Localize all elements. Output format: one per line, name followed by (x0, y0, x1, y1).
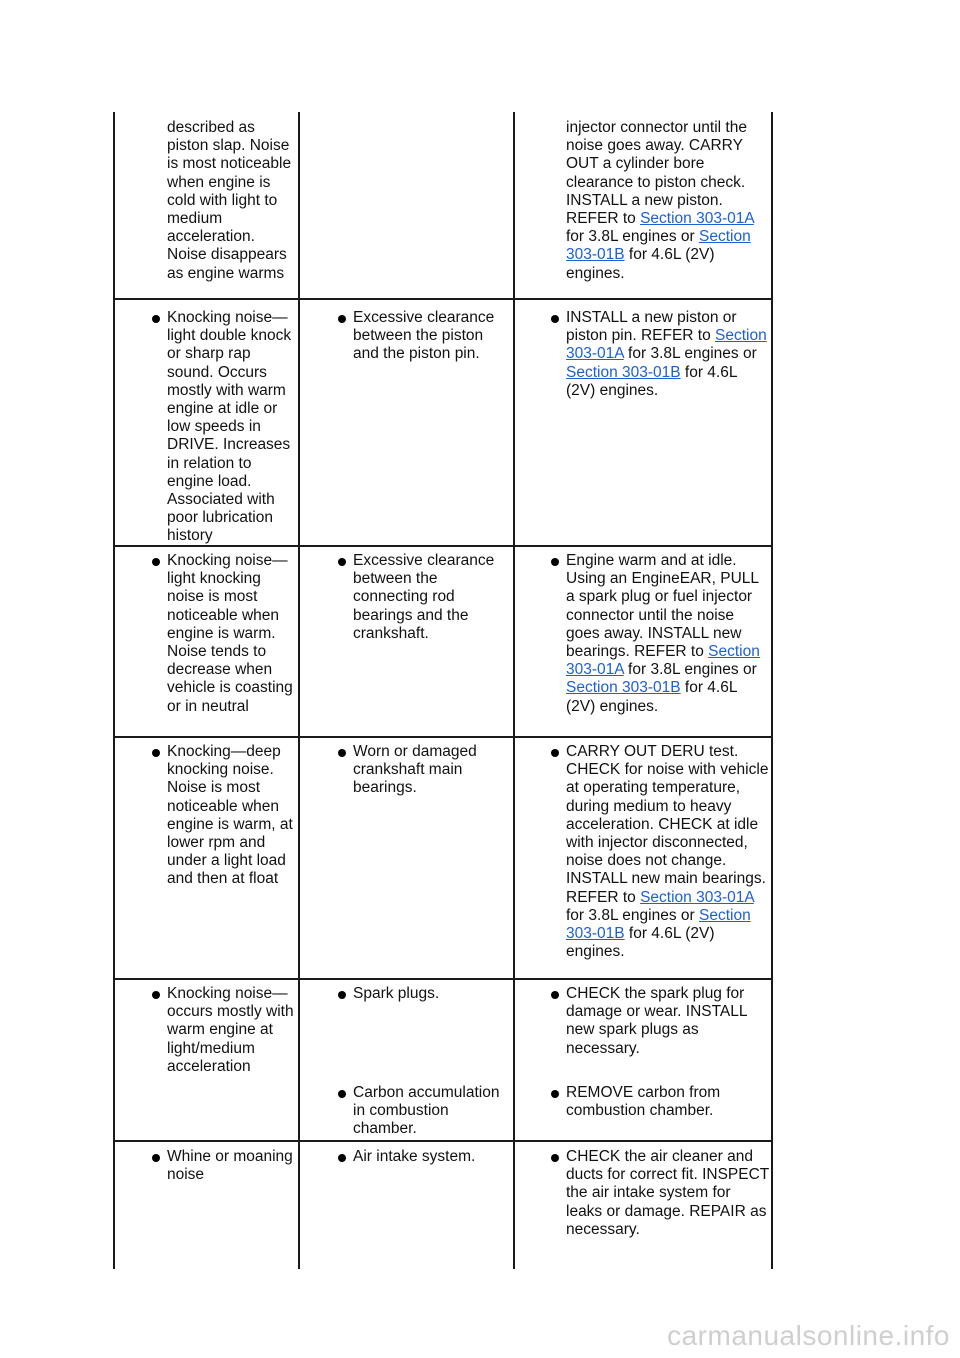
table-border-right (771, 112, 773, 1269)
cause-text: Spark plugs. (353, 985, 440, 1002)
bullet-icon (152, 749, 160, 757)
action-text: CHECK the air cleaner and ducts for correct fit. INSPECT the air intake system for leaks or damage. REPAIR as necessary. (566, 1148, 769, 1238)
cause-text: Excessive clearance between the connecting rod bearings and the crankshaft. (353, 552, 495, 642)
bullet-icon (551, 991, 559, 999)
symptom-text: described as piston slap. Noise is most noticeable when engine is cold with light to medium acceleration. Noise disappears as engine warms (167, 119, 292, 282)
bullet-icon (152, 1154, 160, 1162)
cause-cell (353, 552, 511, 643)
section-link[interactable]: Section 303-01A (566, 643, 760, 679)
bullet-icon (338, 991, 346, 999)
bullet-icon (551, 749, 559, 757)
bullet-icon (551, 1090, 559, 1098)
action-text: INSTALL a new piston or piston pin. REFER to Section 303-01A for 3.8L engines or Section 303-01B for 4.6L (2V) engines. (566, 309, 767, 399)
symptom-text: Knocking noise—occurs mostly with warm engine at light/medium acceleration (167, 985, 294, 1075)
row-divider (114, 1140, 773, 1142)
row-divider (114, 978, 773, 980)
section-link[interactable]: Section 303-01A (566, 327, 767, 363)
column-divider-1 (298, 112, 300, 1269)
action-cell (566, 1148, 770, 1239)
bullet-icon (338, 315, 346, 323)
action-cell (566, 552, 770, 716)
bullet-icon (338, 558, 346, 566)
bullet-icon (152, 315, 160, 323)
action-cell (566, 985, 770, 1058)
bullet-icon (551, 558, 559, 566)
section-link[interactable]: Section 303-01B (566, 679, 681, 697)
cause-text: Worn or damaged crankshaft main bearings. (353, 743, 477, 797)
action-text: REMOVE carbon from combustion chamber. (566, 1084, 721, 1120)
section-link[interactable]: Section 303-01B (566, 363, 681, 381)
section-link[interactable]: Section 303-01A (640, 888, 754, 906)
action-cell (566, 743, 770, 961)
row-divider (114, 736, 773, 738)
symptom-text: Whine or moaning noise (167, 1148, 293, 1184)
section-link[interactable]: Section 303-01A (640, 210, 754, 228)
symptom-cell (167, 119, 297, 283)
symptom-text: Knocking—deep knocking noise. Noise is most noticeable when engine is warm, at lower rpm and under a light load and then at float (167, 743, 293, 888)
bullet-icon (338, 749, 346, 757)
symptom-cell (167, 552, 297, 716)
cause-cell (353, 985, 511, 1003)
action-text: CHECK the spark plug for damage or wear. INSTALL new spark plugs as necessary. (566, 985, 747, 1057)
cause-cell (353, 1148, 511, 1166)
row-divider (114, 298, 773, 300)
symptom-text: Knocking noise—light knocking noise is most noticeable when engine is warm. Noise tends to decrease when vehicle is coasting or in neutral (167, 552, 293, 715)
action-cell (566, 119, 770, 283)
watermark: carmanualsonline.info (667, 1320, 950, 1351)
bullet-icon (338, 1154, 346, 1162)
section-link[interactable]: Section 303-01B (566, 906, 751, 943)
bullet-icon (152, 558, 160, 566)
action-text: CARRY OUT DERU test. CHECK for noise with vehicle at operating temperature, during medium to heavy acceleration. CHECK at idle with injector disconnected, noise does not change. INSTALL new main bearings. REFER to Section 303-01A for 3.8L engines or Section 303-01B for 4.6L (2V) engines. (566, 743, 769, 961)
column-divider-2 (513, 112, 515, 1269)
symptom-cell (167, 309, 297, 546)
cause-text: Excessive clearance between the piston and the piston pin. (353, 309, 495, 363)
bullet-icon (551, 1154, 559, 1162)
cause-cell (353, 309, 511, 364)
cause-cell (353, 743, 511, 798)
symptom-cell (167, 743, 297, 889)
cause-text: Carbon accumulation in combustion chamber. (353, 1084, 500, 1138)
cause-cell (353, 1084, 511, 1139)
table-border-left (113, 112, 115, 1269)
action-text: injector connector until the noise goes away. CARRY OUT a cylinder bore clearance to piston check. INSTALL a new piston. REFER to Section 303-01A for 3.8L engines or Section 303-01B for 4.6L (2V) engines. (566, 119, 754, 282)
cause-text: Air intake system. (353, 1148, 476, 1165)
action-cell (566, 1084, 770, 1120)
symptom-cell (167, 985, 297, 1076)
bullet-icon (338, 1090, 346, 1098)
action-text: Engine warm and at idle. Using an EngineEAR, PULL a spark plug or fuel injector connector until the noise goes away. INSTALL new bearings. REFER to Section 303-01A for 3.8L engines or Section 303-01B for 4.6L (2V) engines. (566, 552, 760, 715)
symptom-cell (167, 1148, 297, 1184)
section-link[interactable]: Section 303-01B (566, 228, 751, 264)
bullet-icon (152, 991, 160, 999)
symptom-text: Knocking noise—light double knock or sharp rap sound. Occurs mostly with warm engine at idle or low speeds in DRIVE. Increases in relation to engine load. Associated with poor lubrication history (167, 309, 292, 545)
action-cell (566, 309, 770, 400)
bullet-icon (551, 315, 559, 323)
